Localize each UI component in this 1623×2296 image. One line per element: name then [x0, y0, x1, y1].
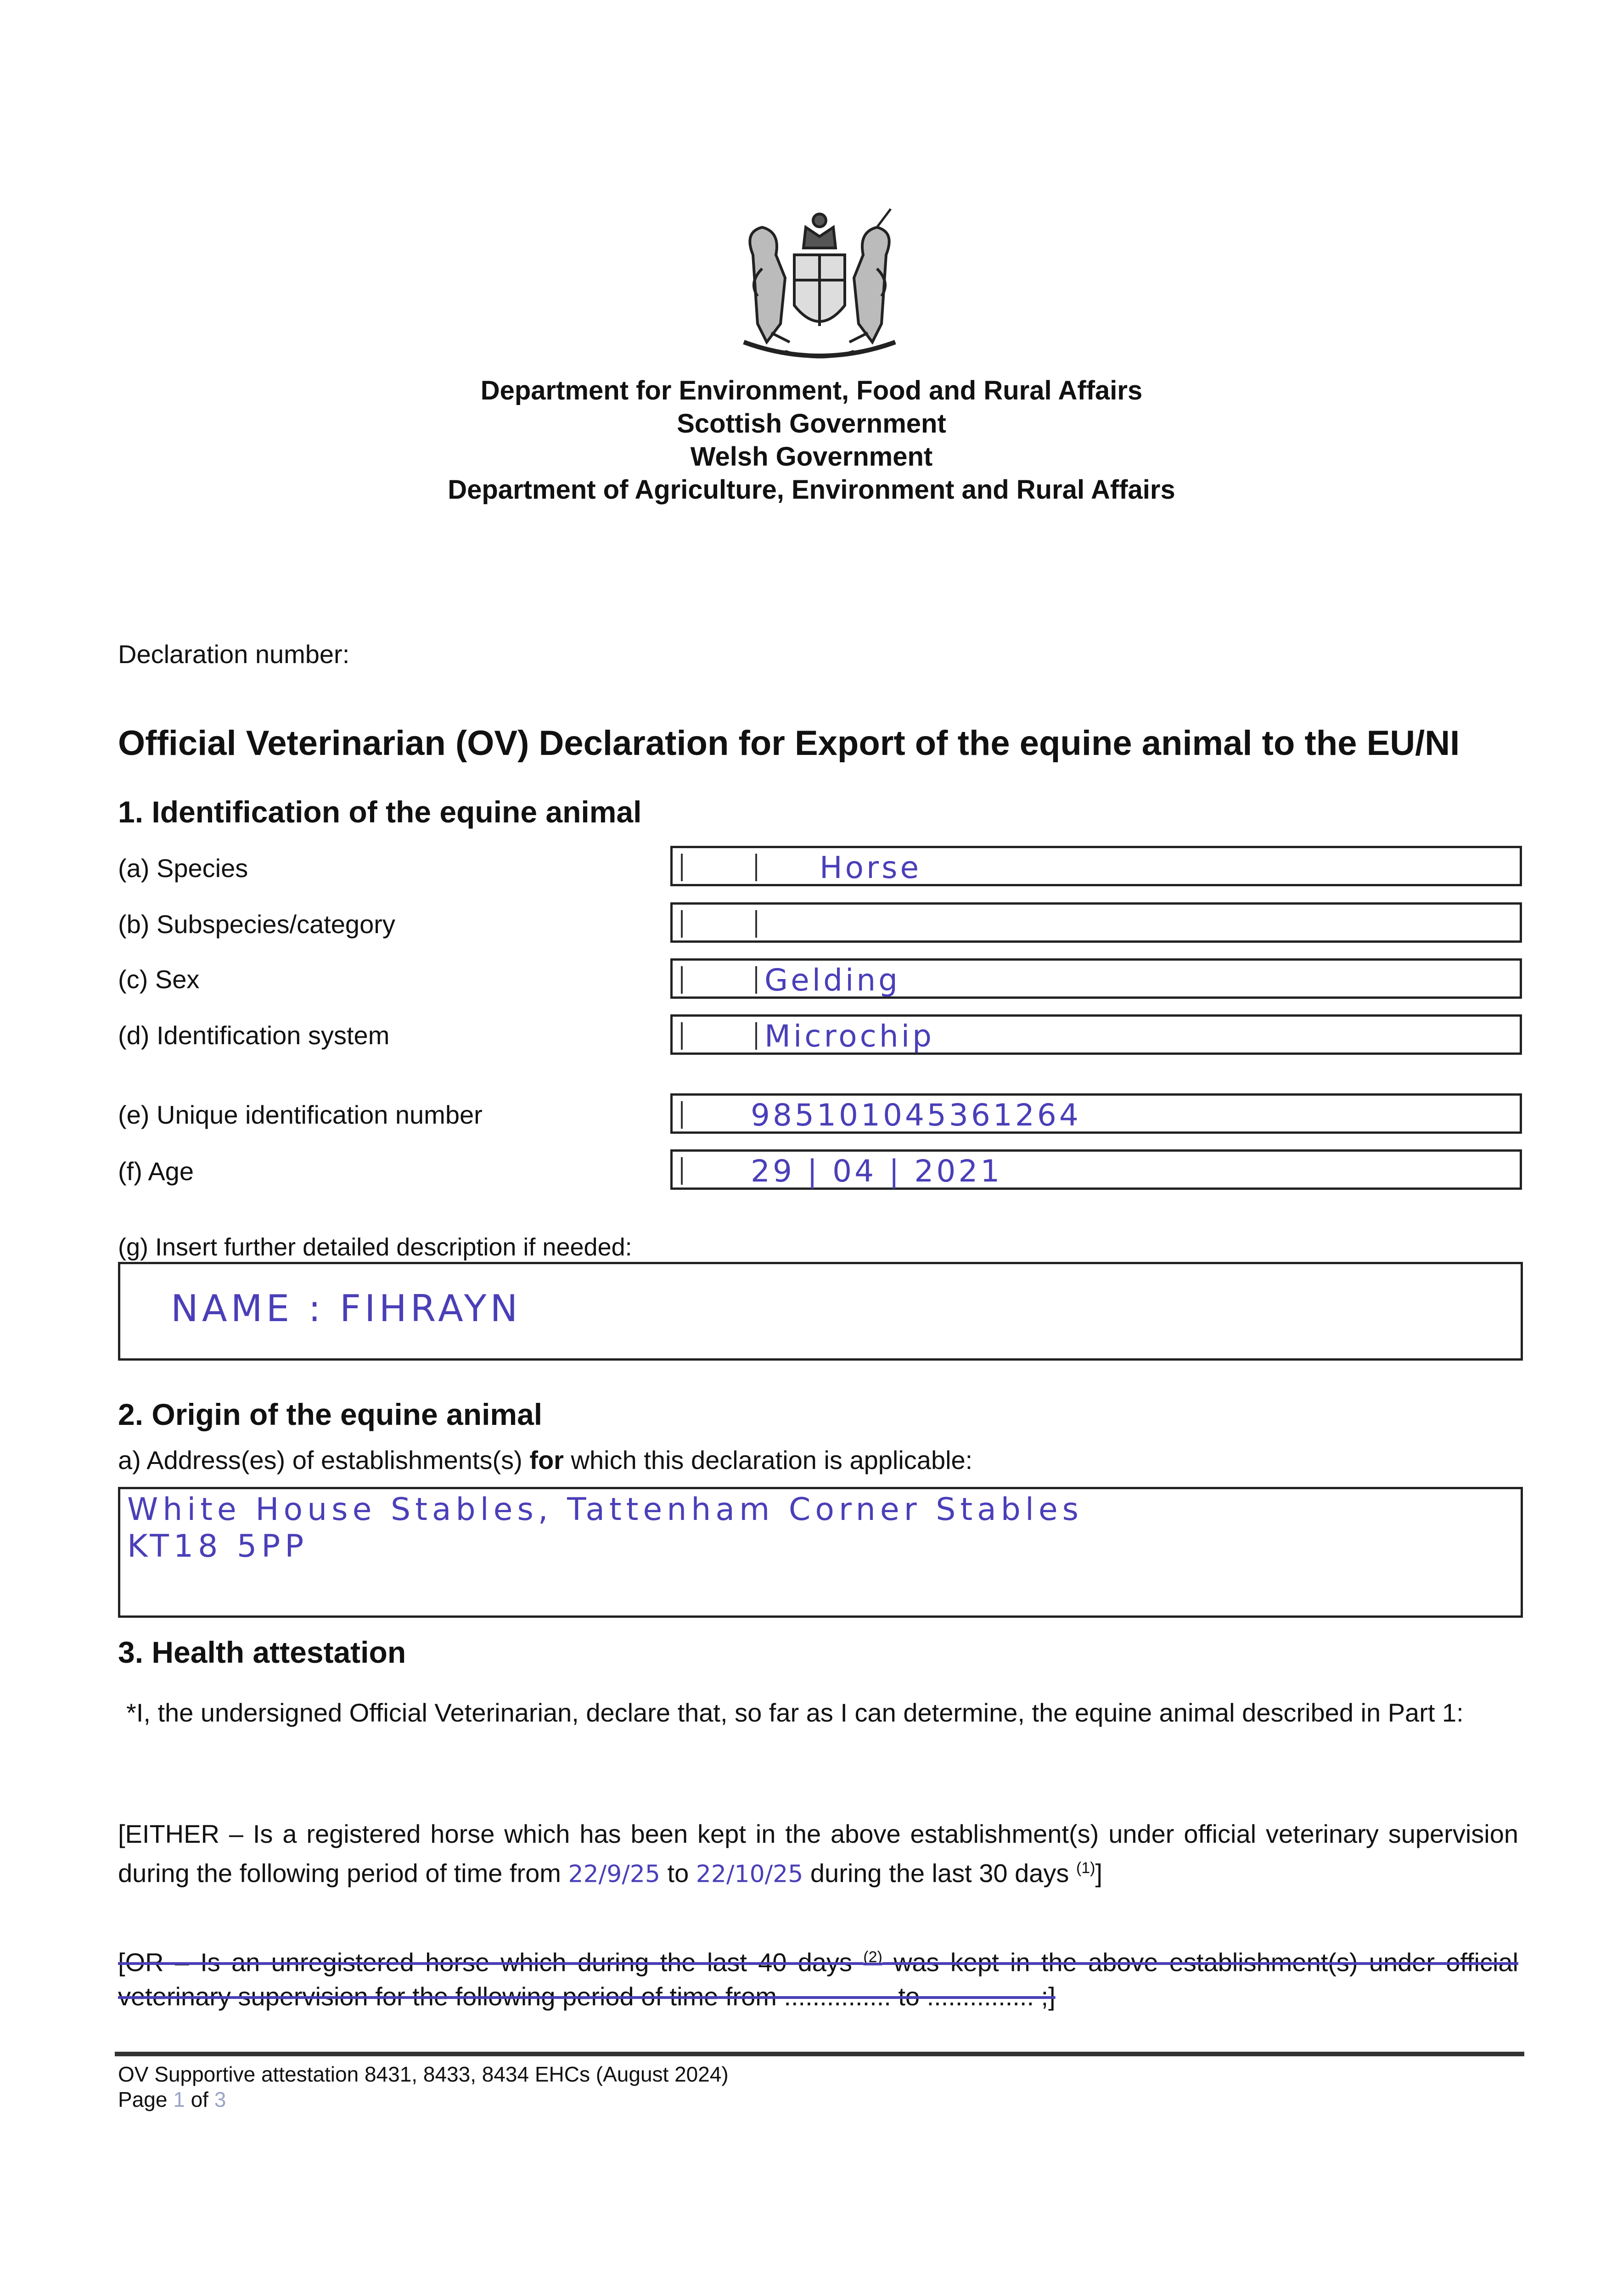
species-field[interactable] — [670, 846, 1522, 886]
footer-divider — [115, 2052, 1524, 2056]
uid-value: 985101045361264 — [751, 1097, 1081, 1133]
section3-title: 3. Health attestation — [118, 1635, 406, 1669]
page-indicator: Page 1 of 3 — [118, 2088, 226, 2111]
period-from-value: 22/9/25 — [568, 1860, 660, 1888]
id-system-label: (d) Identification system — [118, 1021, 390, 1050]
address-box[interactable] — [118, 1487, 1523, 1618]
sex-value: Gelding — [764, 962, 901, 998]
declaration-number-label: Declaration number: — [118, 640, 350, 669]
subspecies-label: (b) Subspecies/category — [118, 910, 395, 939]
sex-field[interactable] — [670, 958, 1522, 999]
dept-daera: Department of Agriculture, Environment and Rural Affairs — [448, 475, 1175, 505]
address-label: a) Address(es) of establishments(s) for which this declaration is applicable: — [118, 1446, 973, 1474]
dept-defra: Department for Environment, Food and Rural Affairs — [480, 376, 1143, 405]
age-value: 29 | 04 | 2021 — [751, 1154, 1003, 1189]
age-label: (f) Age — [118, 1157, 194, 1186]
id-system-value: Microchip — [764, 1019, 934, 1054]
description-label: (g) Insert further detailed description if needed: — [118, 1233, 632, 1261]
dept-welsh-gov: Welsh Government — [690, 442, 933, 472]
subspecies-field[interactable] — [670, 902, 1522, 943]
address-line-2: KT18 5PP — [127, 1528, 309, 1564]
sex-label: (c) Sex — [118, 965, 200, 994]
uid-field[interactable] — [670, 1093, 1522, 1134]
royal-coat-of-arms-logo — [716, 204, 923, 365]
period-to-value: 22/10/25 — [696, 1860, 803, 1888]
or-clause-struck: [OR – Is an unregistered horse which during the last 40 days $^{(2)}$ was kept in the above establishment(s) under official veterinary supervision for the following period of time from ............... to ............... ;] — [118, 1947, 1518, 2011]
id-system-field[interactable] — [670, 1014, 1522, 1055]
dept-scottish-gov: Scottish Government — [677, 409, 946, 439]
uid-label: (e) Unique identification number — [118, 1100, 483, 1129]
footer-attestation-ref: OV Supportive attestation 8431, 8433, 8434 EHCs (August 2024) — [118, 2062, 729, 2086]
species-value: Horse — [820, 850, 922, 885]
section2-title: 2. Origin of the equine animal — [118, 1397, 543, 1431]
page-title: Official Veterinarian (OV) Declaration for Export of the equine animal to the EU/NI — [118, 724, 1460, 763]
description-value: NAME : FIHRAYN — [171, 1287, 522, 1330]
section1-title: 1. Identification of the equine animal — [118, 795, 642, 829]
species-label: (a) Species — [118, 854, 248, 883]
description-box[interactable] — [118, 1262, 1523, 1361]
attestation-intro: *I, the undersigned Official Veterinarian, declare that, so far as I can determine, the equine animal described in Part 1: — [126, 1698, 1464, 1727]
address-line-1: White House Stables, Tattenham Corner Stables — [127, 1491, 1084, 1528]
either-clause: [EITHER – Is a registered horse which has been kept in the above establishment(s) under official veterinary supervision during the following period of time from 22/9/25 to 22/10/25 during the last 30 days $^{(1)}$] — [118, 1819, 1518, 1888]
age-field[interactable] — [670, 1149, 1522, 1190]
